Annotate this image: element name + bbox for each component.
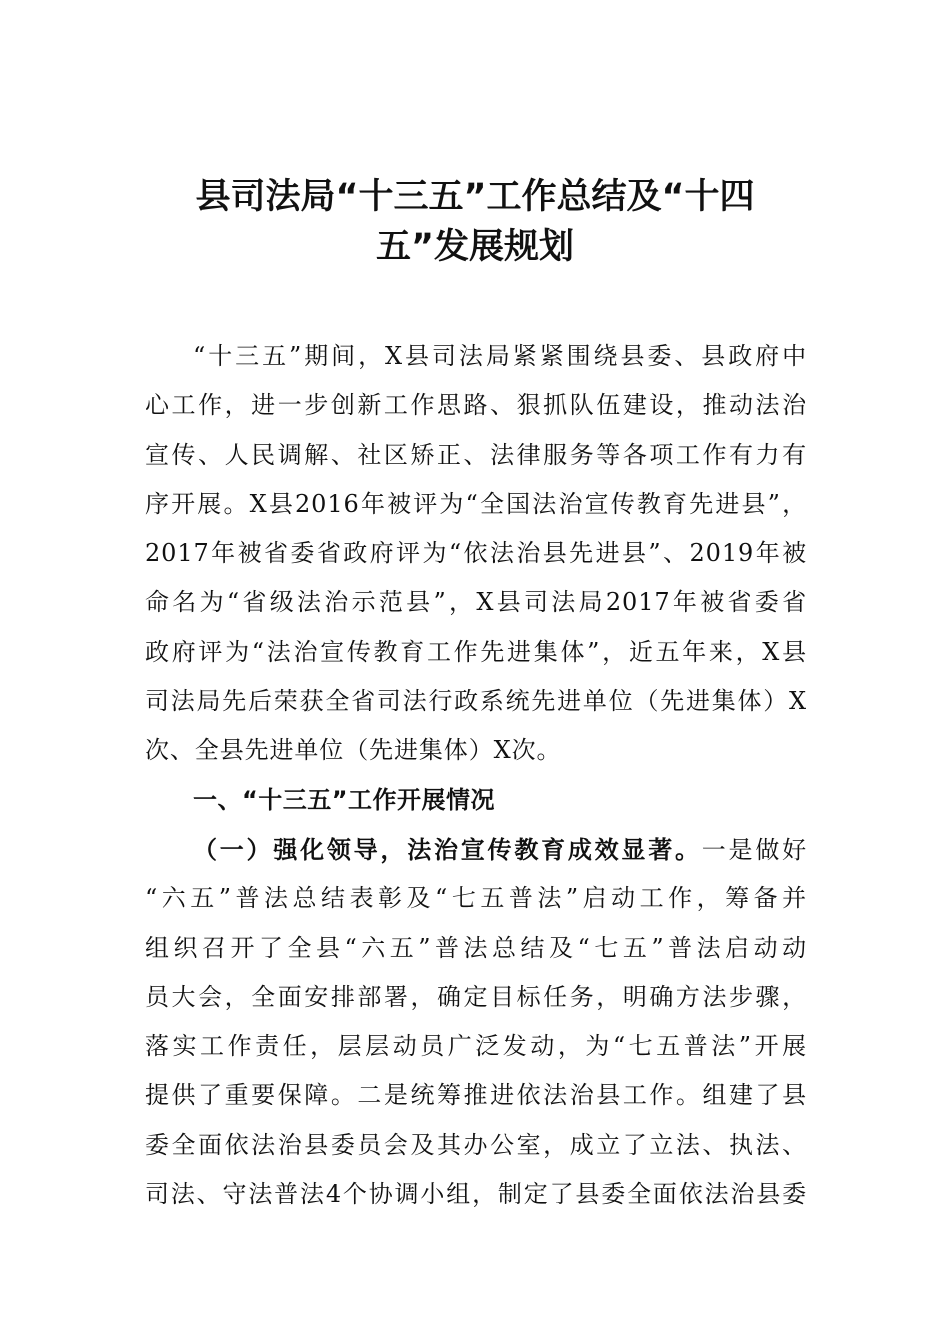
intro-line: 宣传、人民调解、社区矫正、法律服务等各项工作有力有 <box>145 440 807 469</box>
document-title <box>145 172 805 272</box>
subsection-first-line-rest: 一是做好 <box>701 835 807 864</box>
subsection-line: 提供了重要保障。二是统筹推进依法治县工作。组建了县 <box>145 1081 807 1110</box>
subsection-line: “六五”普法总结表彰及“七五普法”启动工作，筹备并 <box>145 884 807 913</box>
subsection-first-line <box>145 825 807 874</box>
intro-line: “十三五”期间，X县司法局紧紧围绕县委、县政府中 <box>193 342 807 370</box>
subsection-line: 组织召开了全县“六五”普法总结及“七五”普法启动动 <box>145 933 807 962</box>
intro-line: 司法局先后荣获全省司法行政系统先进单位（先进集体）X <box>145 687 807 716</box>
title-line-1: 县司法局“十三五”工作总结及“十四 <box>195 177 755 217</box>
subsection-line: 司法、守法普法4个协调小组，制定了县委全面依法治县委 <box>145 1180 807 1209</box>
intro-line: 心工作，进一步创新工作思路、狠抓队伍建设，推动法治 <box>145 391 807 420</box>
intro-line: 政府评为“法治宣传教育工作先进集体”，近五年来，X县 <box>145 637 807 666</box>
subsection-line: 落实工作责任，层层动员广泛发动，为“七五普法”开展 <box>145 1032 807 1061</box>
intro-line: 命名为“省级法治示范县”，X县司法局2017年被省委省 <box>145 588 807 617</box>
intro-line: 序开展。X县2016年被评为“全国法治宣传教育先进县”， <box>145 489 807 518</box>
intro-line: 2017年被省委省政府评为“依法治县先进县”、2019年被 <box>145 539 807 568</box>
document-body <box>145 332 807 1219</box>
subsection-title: （一）强化领导，法治宣传教育成效显著。 <box>193 834 702 864</box>
subsection-line: 员大会，全面安排部署，确定目标任务，明确方法步骤， <box>145 982 807 1011</box>
intro-line: 次、全县先进单位（先进集体）X次。 <box>145 736 562 765</box>
section-heading: 一、“十三五”工作开展情况 <box>193 785 496 814</box>
title-line-2: 五”发展规划 <box>375 227 574 267</box>
subsection-line: 委全面依法治县委员会及其办公室，成立了立法、执法、 <box>145 1130 807 1159</box>
